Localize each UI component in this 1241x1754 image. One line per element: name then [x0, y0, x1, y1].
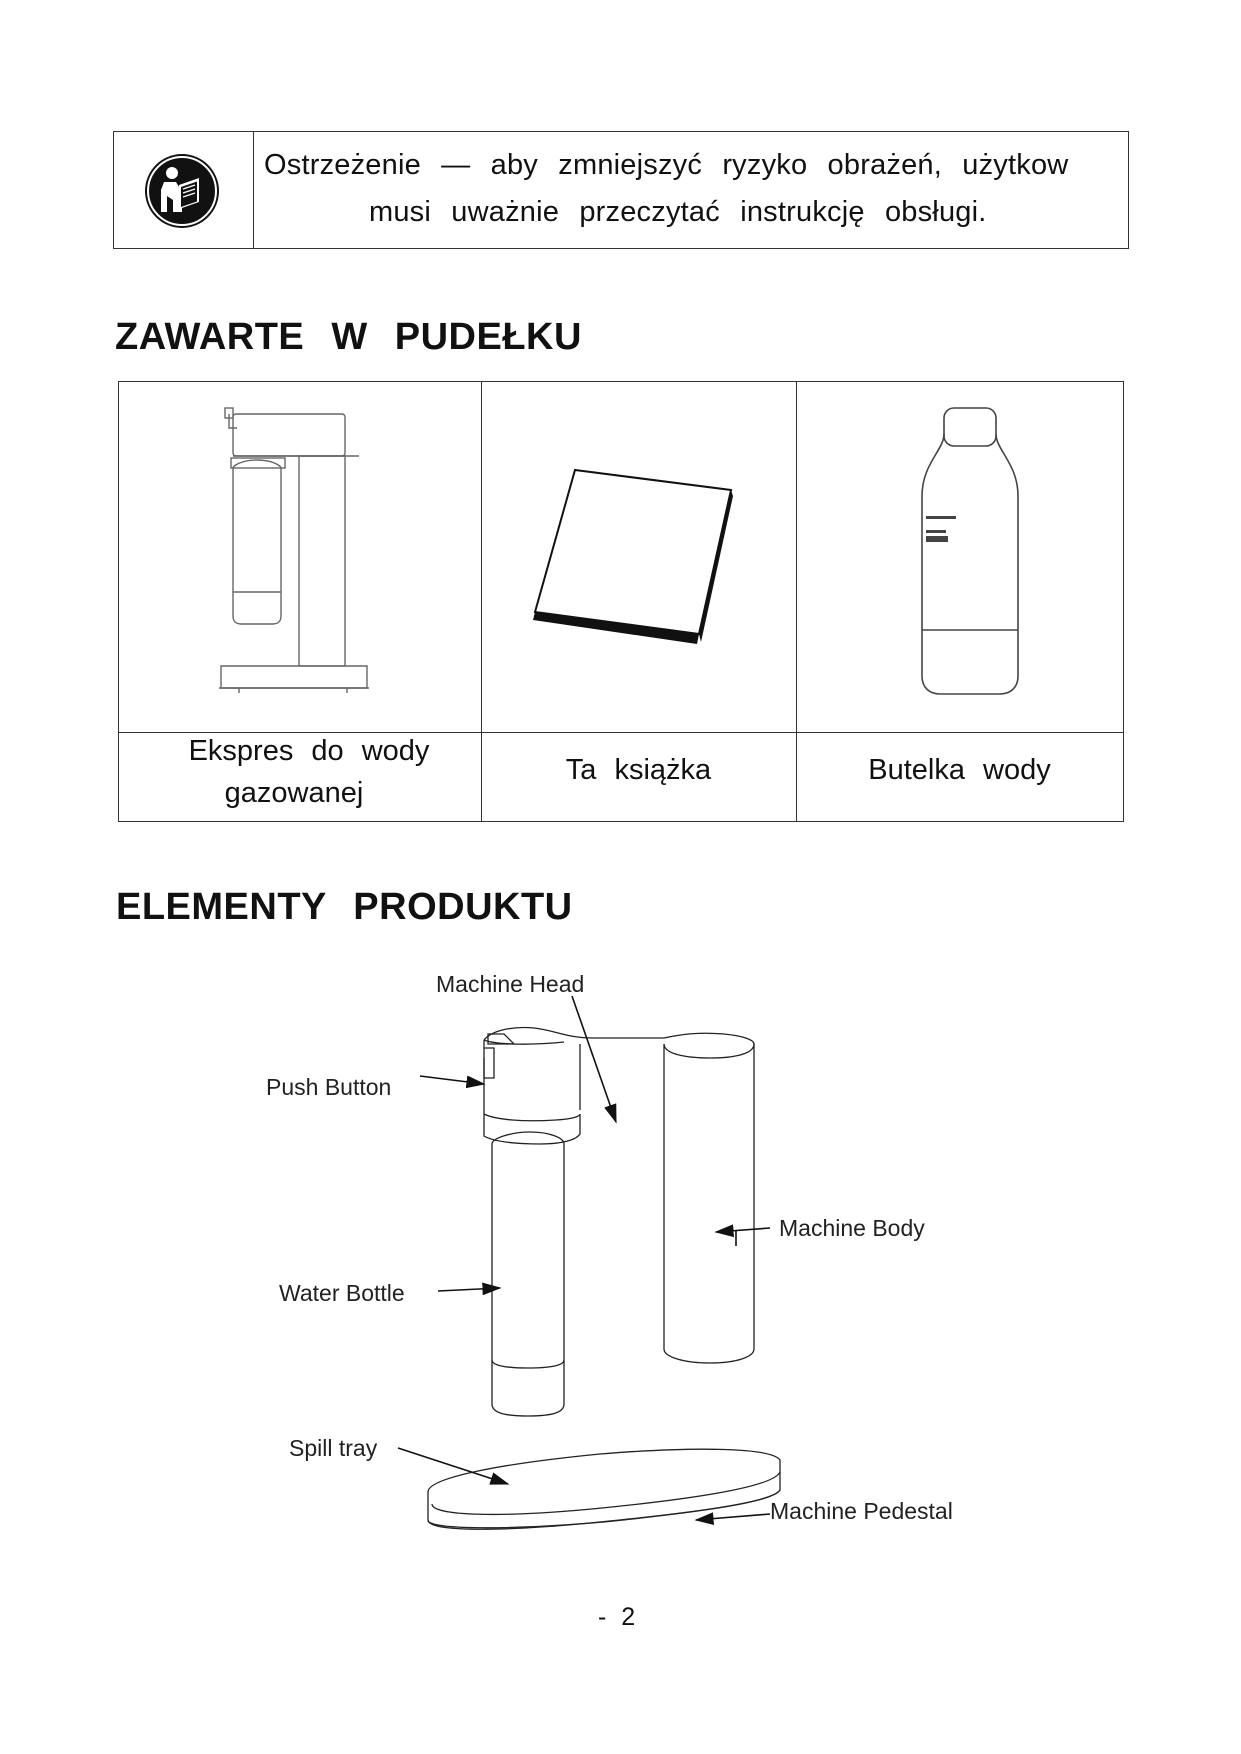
warning-icon-cell — [114, 132, 254, 248]
callout-machine-pedestal: Machine Pedestal — [770, 1498, 953, 1524]
callout-machine-body: Machine Body — [779, 1215, 925, 1241]
item-label-line: gazowanej — [224, 777, 364, 809]
contents-item-label — [159, 730, 459, 814]
section-title-product-parts: ELEMENTY PRODUKTU — [116, 886, 573, 928]
callout-water-bottle: Water Bottle — [279, 1280, 405, 1306]
contents-item-label: Butelka wody — [868, 754, 1051, 786]
item-label-line: Ekspres do wody — [188, 735, 430, 767]
callout-push-button: Push Button — [266, 1074, 392, 1100]
callout-spill-tray: Spill tray — [289, 1435, 378, 1461]
manual-booklet-illustration — [529, 462, 749, 652]
warning-box — [113, 131, 1129, 249]
soda-machine-diagram — [250, 960, 1010, 1580]
section-title-in-box: ZAWARTE W PUDEŁKU — [115, 316, 582, 358]
water-bottle-illustration — [914, 404, 1034, 704]
warning-text-line2: musi uważnie przeczytać instrukcję obsługi. — [369, 196, 987, 228]
contents-item-label: Ta książka — [565, 754, 712, 786]
callout-machine-head: Machine Head — [436, 971, 585, 997]
warning-text-line1: Ostrzeżenie — aby zmniejszyć ryzyko obrażeń, użytkow — [264, 149, 1069, 181]
page-number: - 2 — [598, 1603, 636, 1631]
read-manual-icon — [143, 152, 221, 230]
contents-table — [118, 381, 1124, 822]
soda-machine-illustration — [219, 406, 379, 706]
product-parts-diagram — [250, 960, 1010, 1580]
